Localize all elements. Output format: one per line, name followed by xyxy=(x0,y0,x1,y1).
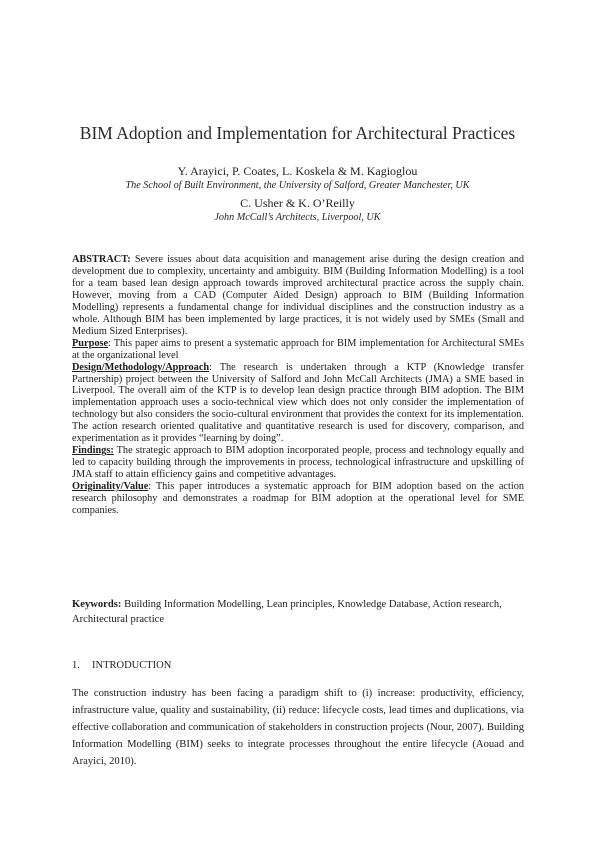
findings-paragraph xyxy=(72,445,524,481)
abstract-block xyxy=(72,254,524,517)
originality-label: Originality/Value xyxy=(72,481,149,493)
purpose-label: Purpose xyxy=(72,337,109,349)
purpose-text: : This paper aims to present a systematic approach for BIM implementation for Architectural SMEs at the organizational level xyxy=(72,337,524,361)
originality-text: : This paper introduces a systematic approach for BIM adoption based on the action research philosophy and demonstrates a roadmap for BIM adoption at the operational level for SME companies. xyxy=(72,481,524,517)
keywords-label: Keywords: xyxy=(72,599,122,610)
method-text: : The research is undertaken through a KTP (Knowledge transfer Partnership) project between the University of Salford and John McCall Architects (JMA) a SME based in Liverpool. The overall aim of the KTP is to develop lean design practice through BIM adoption. The BIM implementation approach uses a socio-technical view which does not only consider the implementation of technology but also considers the socio-cultural environment that provides the context for its implementation. The action research oriented qualitative and quantitative research is used for discovery, comparison, and experimentation as it provides “learning by doing”. xyxy=(72,361,524,445)
abstract-text: Severe issues about data acquisition and management arise during the design creation and development due to complexity, uncertainty and ambiguity. BIM (Building Information Modelling) is a tool for a team based lean design approach towards improved architectural practice across the supply chain. However, moving from a CAD (Computer Aided Design) approach to BIM (Building Information Modelling) represents a fundamental change for individual disciplines and the construction industry as a whole. Although BIM has been implemented by large practices, it is not widely used by SMEs (Small and Medium Sized Enterprises). xyxy=(72,254,524,337)
section-heading-introduction xyxy=(72,660,171,671)
abstract-label: ABSTRACT: xyxy=(72,254,131,265)
keywords-block xyxy=(72,597,524,627)
method-paragraph xyxy=(72,362,524,446)
abstract-paragraph xyxy=(72,254,524,338)
section-title: INTRODUCTION xyxy=(92,660,172,671)
author-list-2: C. Usher & K. O’Reilly xyxy=(240,196,355,210)
findings-label: Findings: xyxy=(72,445,114,457)
keywords-text: Building Information Modelling, Lean principles, Knowledge Database, Action research, Architectural practice xyxy=(72,599,502,625)
affiliation-1: The School of Built Environment, the University of Salford, Greater Manchester, UK xyxy=(125,180,470,191)
method-label: Design/Methodology/Approach xyxy=(72,361,210,373)
affiliation-2: John McCall’s Architects, Liverpool, UK xyxy=(214,212,381,223)
findings-text: The strategic approach to BIM adoption incorporated people, process and technology equally and led to capacity building through the improvements in process, technological infrastructure and upskilling of JMA staff to attain efficiency gains and competitive advantages. xyxy=(72,445,524,481)
paper-title: BIM Adoption and Implementation for Architectural Practices xyxy=(79,123,516,143)
section-number: 1. xyxy=(72,660,80,671)
purpose-paragraph xyxy=(72,338,524,362)
author-list-1: Y. Arayici, P. Coates, L. Koskela & M. Kagioglou xyxy=(177,164,418,178)
introduction-paragraph: The construction industry has been facing a paradigm shift to (i) increase: productivity, efficiency, infrastructure value, quality and sustainability, (ii) reduce: lifecycle costs, lead times and duplications, via effective collaboration and communication of stakeholders in construction projects (Nour, 2007). Building Information Modelling (BIM) seeks to integrate processes throughout the entire lifecycle (Aouad and Arayici, 2010). xyxy=(72,688,524,767)
originality-paragraph xyxy=(72,481,524,517)
